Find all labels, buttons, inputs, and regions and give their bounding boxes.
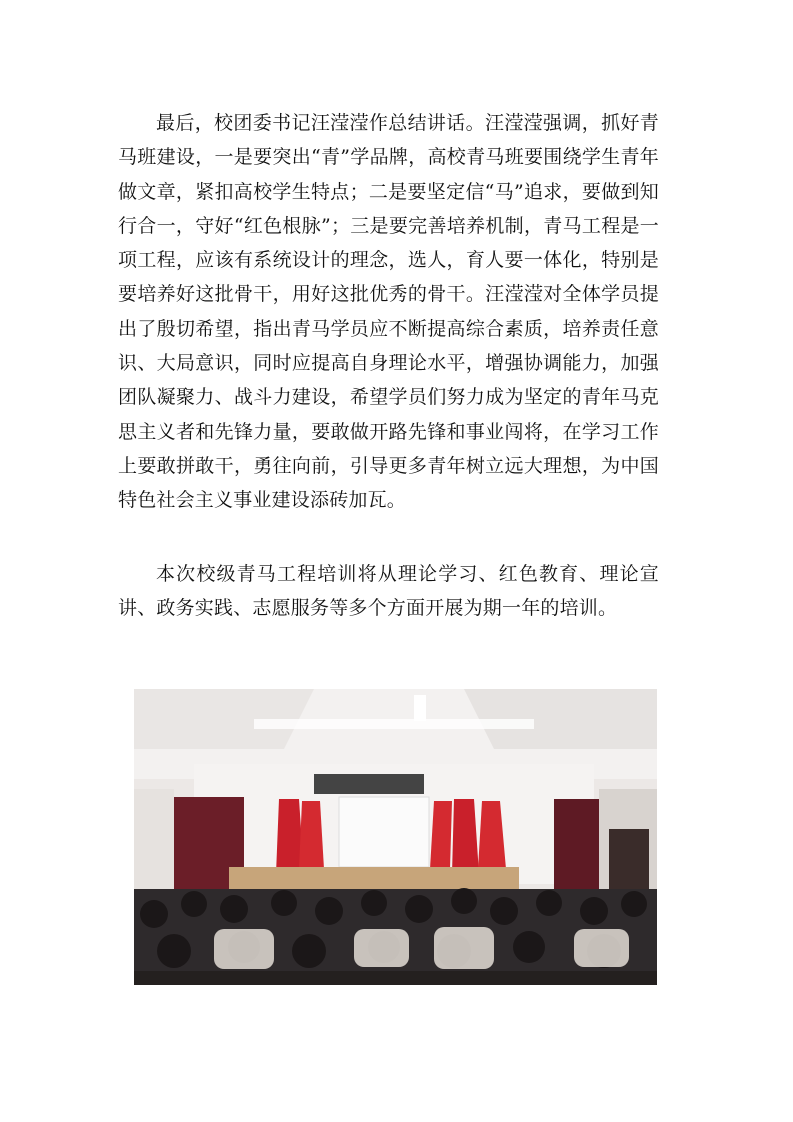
paragraph-training-plan: 本次校级青马工程培训将从理论学习、红色教育、理论宣讲、政务实践、志愿服务等多个方面开展为期一年的培训。 xyxy=(118,563,659,620)
meeting-photo xyxy=(134,689,657,985)
paragraph-summary-speech: 最后，校团委书记汪滢滢作总结讲话。汪滢滢强调，抓好青马班建设，一是要突出“青”学品牌，高校青马班要围绕学生青年做文章，紧扣高校学生特点；二是要坚定信“马”追求，要做到知行合一，守好“红色根脉”；三是要完善培养机制，青马工程是一项工程，应该有系统设计的理念，选人，育人要一体化，特别是要培养好这批骨干，用好这批优秀的骨干。汪滢滢对全体学员提出了殷切希望，指出青马学员应不断提高综合素质，培养责任意识、大局意识，同时应提高自身理论水平，增强协调能力，加强团队凝聚力、战斗力建设，希望学员们努力成为坚定的青年马克思主义者和先锋力量，要敢做开路先锋和事业闯将，在学习工作上要敢拼敢干，勇往向前，引导更多青年树立远大理想，为中国特色社会主义事业建设添砖加瓦。 xyxy=(118,112,659,512)
